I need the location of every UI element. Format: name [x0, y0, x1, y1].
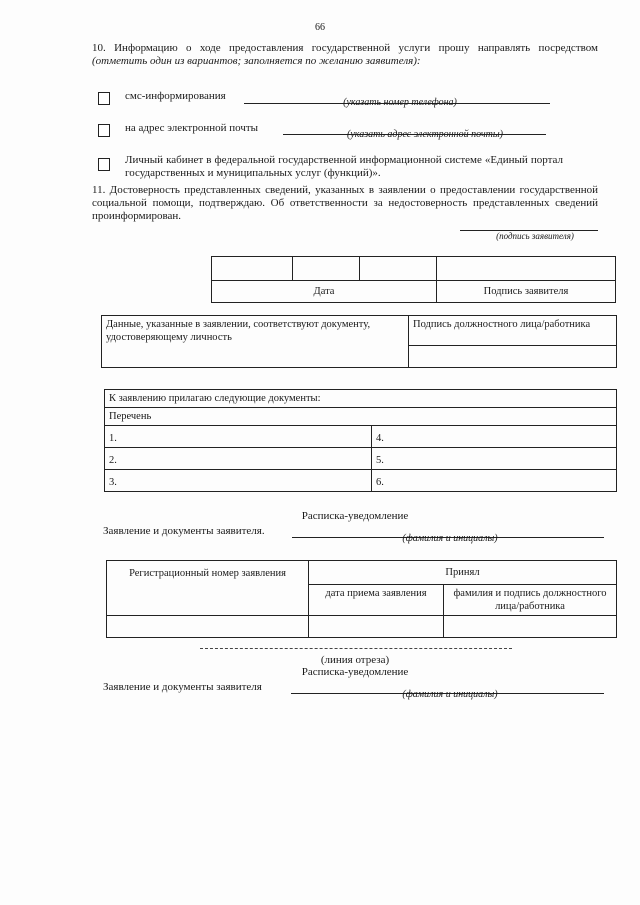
- page-number: 66: [315, 22, 325, 33]
- receipt-1-title: Расписка-уведомление: [301, 510, 409, 522]
- applicant-signature-caption: (подпись заявителя): [496, 231, 574, 241]
- section-10-text: 10. Информацию о ходе предоставления государственной услуги прошу направлять посредством: [92, 42, 598, 54]
- accepted-label: Принял: [309, 561, 617, 585]
- date-year-cell[interactable]: [360, 257, 437, 281]
- portal-label: Личный кабинет в федеральной государственной информационной системе «Единый портал государственных и муниципальных услуг (функций)».: [125, 154, 563, 179]
- portal-checkbox[interactable]: [98, 158, 110, 171]
- signature-label: Подпись заявителя: [437, 281, 616, 303]
- receipt-1-caption: (фамилия и инициалы): [402, 533, 498, 544]
- section-10-paragraph: [92, 42, 598, 68]
- document-item-2[interactable]: 2.: [105, 448, 372, 470]
- applicant-signature-cell[interactable]: [437, 257, 616, 281]
- section-10-note: (отметить один из вариантов; заполняется по желанию заявителя):: [92, 55, 421, 67]
- official-signature-label: Подпись должностного лица/работника: [409, 316, 617, 346]
- date-signature-table: [211, 256, 616, 303]
- official-name-cell[interactable]: [444, 616, 617, 638]
- receipt-2-label: Заявление и документы заявителя: [103, 681, 262, 693]
- official-signature-cell[interactable]: [409, 346, 617, 368]
- receipt-1-label: Заявление и документы заявителя.: [103, 525, 265, 537]
- document-item-1[interactable]: 1.: [105, 426, 372, 448]
- verification-text: Данные, указанные в заявлении, соответствуют документу, удостоверяющему личность: [102, 316, 409, 368]
- sms-checkbox[interactable]: [98, 92, 110, 105]
- section-11-text: 11. Достоверность представленных сведений, указанных в заявлении о предоставлении государственной социальной помощи, подтверждаю. Об ответственности за недостоверность представленных сведений проинформирован.: [92, 184, 598, 222]
- documents-table: [104, 389, 617, 492]
- registration-table: [106, 560, 617, 638]
- documents-header: К заявлению прилагаю следующие документы:: [105, 390, 617, 408]
- phone-caption: (указать номер телефона): [343, 97, 457, 108]
- receipt-2-title: Расписка-уведомление: [301, 666, 409, 678]
- document-item-5[interactable]: 5.: [372, 448, 617, 470]
- reg-number-cell[interactable]: [107, 616, 309, 638]
- sms-label: смс-информирования: [125, 90, 226, 102]
- date-month-cell[interactable]: [293, 257, 360, 281]
- verification-table: [101, 315, 617, 368]
- reg-number-label: Регистрационный номер заявления: [107, 561, 309, 616]
- document-item-4[interactable]: 4.: [372, 426, 617, 448]
- document-item-6[interactable]: 6.: [372, 470, 617, 492]
- email-caption: (указать адрес электронной почты): [347, 129, 503, 140]
- email-checkbox[interactable]: [98, 124, 110, 137]
- date-day-cell[interactable]: [212, 257, 293, 281]
- cut-line-label: (линия отреза): [320, 654, 390, 666]
- receipt-2-caption: (фамилия и инициалы): [402, 689, 498, 700]
- documents-list-label: Перечень: [105, 408, 617, 426]
- document-item-3[interactable]: 3.: [105, 470, 372, 492]
- email-label: на адрес электронной почты: [125, 122, 259, 134]
- official-name-label: фамилия и подпись должностного лица/работника: [444, 585, 617, 616]
- cut-line: [200, 648, 512, 649]
- date-label: Дата: [212, 281, 437, 303]
- accept-date-label: дата приема заявления: [309, 585, 444, 616]
- accept-date-cell[interactable]: [309, 616, 444, 638]
